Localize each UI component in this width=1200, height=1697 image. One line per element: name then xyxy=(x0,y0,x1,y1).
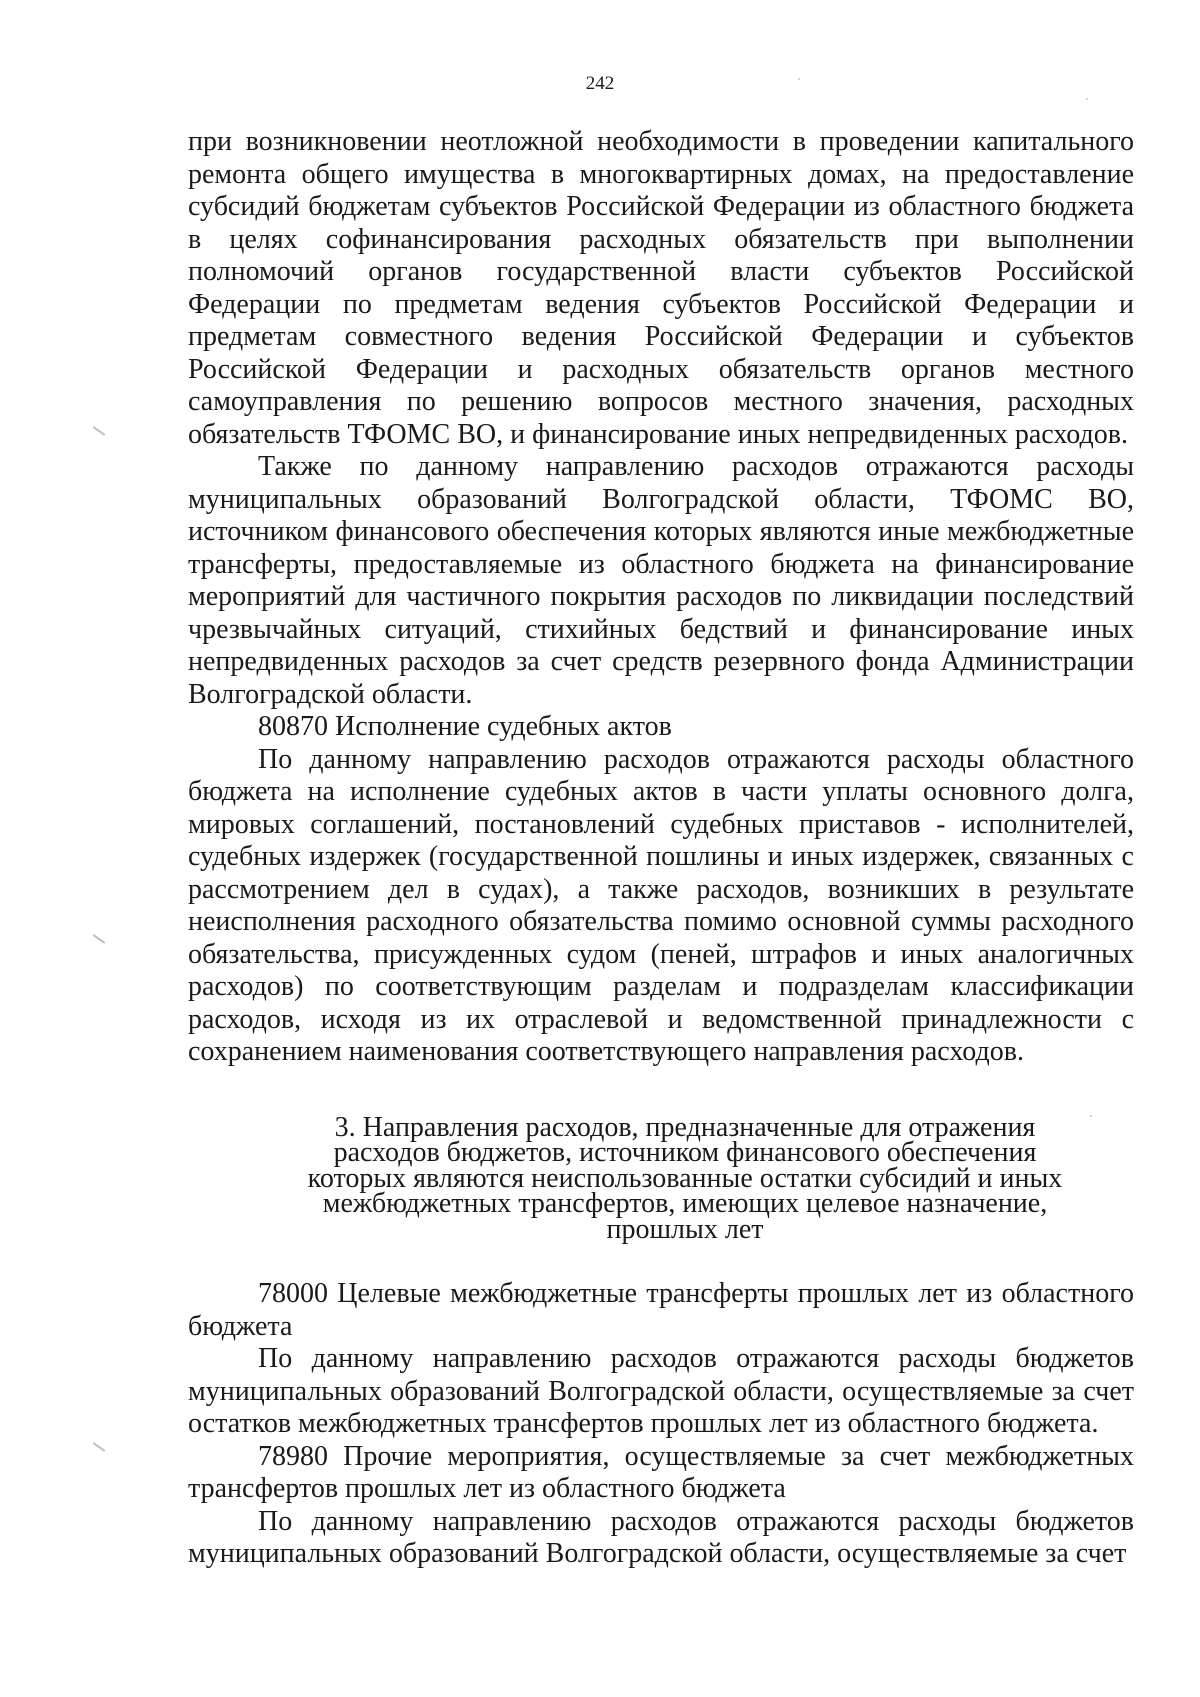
paragraph-continuation: при возникновении неотложной необходимости в проведении капитального ремонта общего имущества в многоквартирных домах, на предоставление субсидий бюджетам субъектов Российской Федерации из областного бюджета в целях софинансирования расходных обязательств при выполнении полномочий органов государственной власти субъектов Российской Федерации по предметам ведения субъектов Российской Федерации и предметам совместного ведения Российской Федерации и субъектов Российской Федерации и расходных обязательств органов местного самоуправления по решению вопросов местного значения, расходных обязательств ТФОМС ВО, и финансирование иных непредвиденных расходов. xyxy=(188,126,1134,450)
page-number: 242 xyxy=(585,73,615,94)
paragraph-court-acts: По данному направлению расходов отражаются расходы областного бюджета на исполнение судебных актов в части уплаты основного долга, мировых соглашений, постановлений судебных приставов - исполнителей, судебных издержек (государственной пошлины и иных издержек, связанных с рассмотрением дел в судах), а также расходов, возникших в результате неисполнения расходного обязательства помимо основной суммы расходного обязательства, присужденных судом (пеней, штрафов и иных аналогичных расходов) по соответствующим разделам и подразделам классификации расходов, исходя из их отраслевой и ведомственной принадлежности с сохранением наименования соответствующего направления расходов. xyxy=(188,743,1134,1067)
item-78980-title: 78980 Прочие мероприятия, осуществляемые за счет межбюджетных трансфертов прошлых лет из областного бюджета xyxy=(188,1440,1134,1504)
item-80870-title: 80870 Исполнение судебных актов xyxy=(258,711,672,742)
section-3-heading: 3. Направления расходов, предназначенные для отражения расходов бюджетов, источником финансового обеспечения которых являются неиспользованные остатки субсидий и иных межбюджетных трансфертов, имеющих целевое назначение, прошлых лет xyxy=(307,1111,1063,1245)
scan-artifact xyxy=(93,934,106,944)
paragraph-78980: По данному направлению расходов отражаются расходы бюджетов муниципальных образований Волгоградской области, осуществляемые за счет xyxy=(188,1505,1134,1569)
scan-speck xyxy=(798,78,800,80)
paragraph-78000: По данному направлению расходов отражаются расходы бюджетов муниципальных образований Волгоградской области, осуществляемые за счет остатков межбюджетных трансфертов прошлых лет из областного бюджета. xyxy=(188,1343,1134,1439)
paragraph-reserve-fund: Также по данному направлению расходов отражаются расходы муниципальных образований Волгоградской области, ТФОМС ВО, источником финансового обеспечения которых являются иные межбюджетные трансферты, предоставляемые из областного бюджета на финансирование мероприятий для частичного покрытия расходов по ликвидации последствий чрезвычайных ситуаций, стихийных бедствий и финансирование иных непредвиденных расходов за счет средств резервного фонда Администрации Волгоградской области. xyxy=(188,451,1134,710)
scan-speck xyxy=(1090,1115,1092,1117)
scan-artifact xyxy=(93,1442,106,1452)
document-body xyxy=(188,126,1134,1571)
scan-artifact xyxy=(93,426,106,436)
item-78000-title: 78000 Целевые межбюджетные трансферты прошлых лет из областного бюджета xyxy=(188,1278,1134,1342)
scan-speck xyxy=(1086,98,1088,100)
